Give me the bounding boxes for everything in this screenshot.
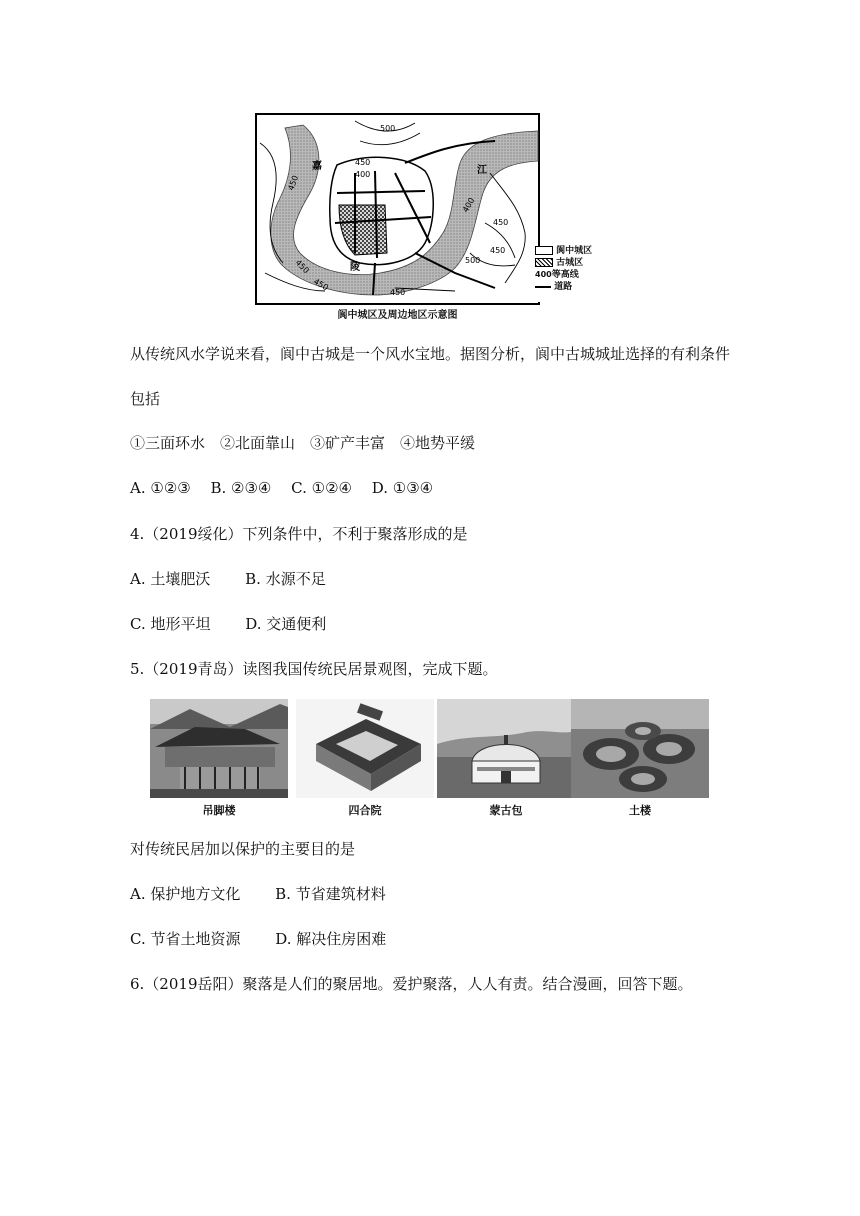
stilt-house-photo: [150, 699, 288, 798]
q3-items: ①三面环水 ②北面靠山 ③矿产丰富 ④地势平缓: [130, 434, 476, 452]
legend-label: 等高线: [551, 270, 579, 280]
map-caption: 阆中城区及周边地区示意图: [337, 310, 458, 321]
contour-label: 450: [355, 158, 371, 167]
q3-options: A. ①②③ B. ②③④ C. ①②④ D. ①③④: [130, 479, 434, 497]
river-char: 江: [477, 165, 487, 176]
legend-row: [535, 257, 615, 269]
tulou-photo: [571, 699, 709, 798]
q6-stem: 6.（2019岳阳）聚落是人们的聚居地。爱护聚落，人人有责。结合漫画，回答下题。: [130, 975, 693, 993]
contour-label: 500: [380, 124, 396, 133]
legend-label: 古城区: [556, 258, 584, 268]
map-svg: [255, 113, 540, 305]
contour-label: 450: [390, 288, 406, 297]
q5-options-row2: C. 节省土地资源 D. 解决住房困难: [130, 930, 387, 948]
hatched-box-icon: [535, 258, 553, 267]
legend-row: [535, 269, 615, 281]
legend-label: 道路: [554, 282, 573, 292]
photo-caption: 土楼: [629, 804, 651, 817]
photo-caption: 四合院: [348, 804, 382, 817]
contour-label: 400: [355, 170, 371, 179]
contour-label: 450: [286, 174, 301, 192]
q3-stem-line2: 包括: [130, 390, 161, 408]
contour-line-icon: 400: [535, 270, 552, 279]
photo-caption: 蒙古包: [489, 804, 523, 817]
q5-options-row1: A. 保护地方文化 B. 节省建筑材料: [130, 885, 386, 903]
contour-label: 450: [490, 246, 506, 255]
q5-question: 对传统民居加以保护的主要目的是: [130, 840, 356, 858]
contour-label: 450: [312, 276, 330, 293]
map-legend-panel: [535, 245, 615, 293]
river-char: 嘉: [312, 161, 322, 172]
contour-label: 500: [465, 256, 481, 265]
legend-row: [535, 245, 615, 257]
road-line-icon: [535, 286, 551, 288]
contour-label: 450: [293, 258, 311, 276]
river-char: 陵: [350, 262, 360, 273]
q3-stem-line1: 从传统风水学说来看，阆中古城是一个风水宝地。据图分析，阆中古城城址选择的有利条件: [130, 345, 731, 363]
contour-label: 400: [460, 196, 477, 214]
legend-label: 阆中城区: [556, 246, 593, 256]
courtyard-house-photo: [296, 699, 434, 798]
plain-box-icon: [535, 246, 553, 255]
q4-options-row1: A. 土壤肥沃 B. 水源不足: [130, 570, 326, 588]
contour-label: 450: [493, 218, 509, 227]
photo-caption: 吊脚楼: [202, 804, 236, 817]
q4-stem: 4.（2019绥化）下列条件中，不利于聚落形成的是: [130, 525, 468, 543]
langzhong-map: [255, 113, 540, 305]
dwelling-photos: [150, 699, 708, 819]
q5-stem: 5.（2019青岛）读图我国传统民居景观图，完成下题。: [130, 660, 498, 678]
legend-row: [535, 281, 615, 293]
q4-options-row2: C. 地形平坦 D. 交通便利: [130, 615, 327, 633]
yurt-photo: [437, 699, 575, 798]
